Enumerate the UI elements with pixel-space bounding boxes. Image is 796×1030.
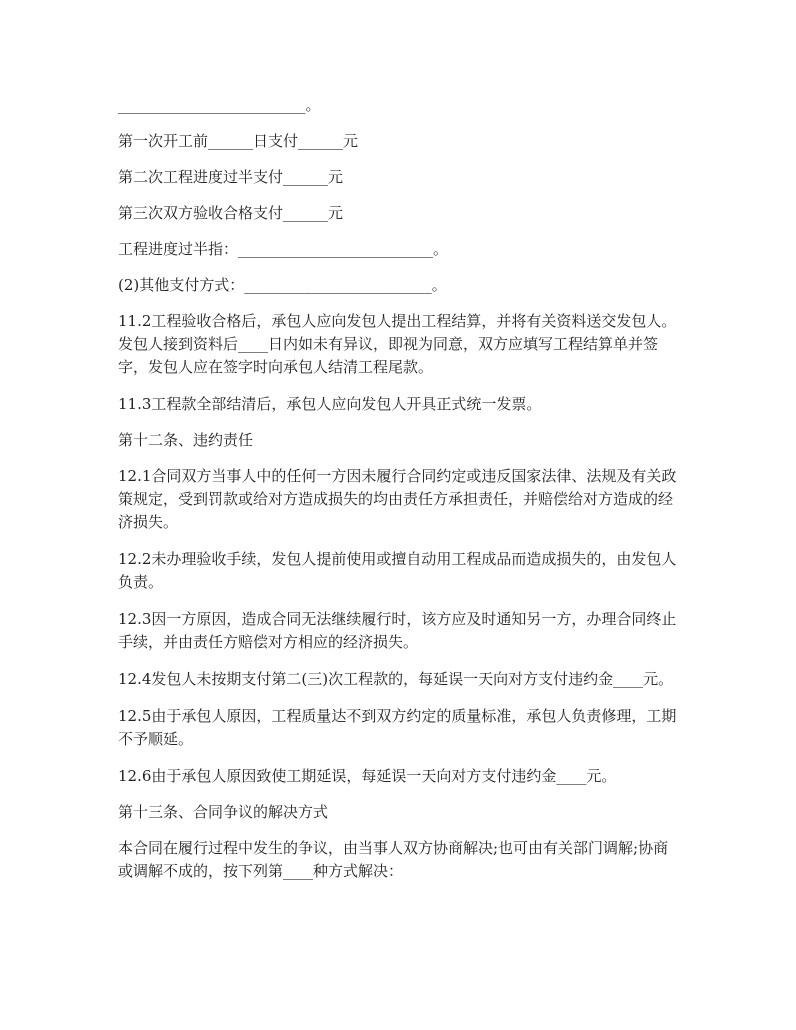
clause-12-1: 12.1合同双方当事人中的任何一方因未履行合同约定或违反国家法律、法规及有关政策规定，受到罚款或给对方造成损失的均由责任方承担责任，并赔偿给对方造成的经济损失。 xyxy=(118,467,677,531)
document-page xyxy=(118,94,678,897)
clause-12-3: 12.3因一方原因，造成合同无法继续履行时，该方应及时通知另一方，办理合同终止手续，并由责任方赔偿对方相应的经济损失。 xyxy=(118,610,677,651)
clause-12-6: 12.6由于承包人原因致使工期延误，每延误一天向对方支付违约金____元。 xyxy=(118,767,617,785)
clause-12-4: 12.4发包人未按期支付第二(三)次工程款的，每延误一天向对方支付违约金____元。 xyxy=(118,670,674,688)
clause-11-2: 11.2工程验收合格后，承包人应向发包人提出工程结算，并将有关资料送交发包人。发包人接到资料后____日内如未有异议，即视为同意，双方应填写工程结算单并签字，发包人应在签字时向承包人结清工程尾款。 xyxy=(118,312,677,376)
article-13-heading: 第十三条、合同争议的解决方式 xyxy=(118,803,329,821)
dispute-resolution-text: 本合同在履行过程中发生的争议，由当事人双方协商解决;也可由有关部门调解;协商或调解不成的，按下列第____种方式解决： xyxy=(118,839,669,880)
article-12-heading: 第十二条、违约责任 xyxy=(118,431,254,449)
clause-12-2: 12.2未办理验收手续，发包人提前使用或擅自动用工程成品而造成损失的，由发包人负责。 xyxy=(118,550,677,591)
clause-11-3: 11.3工程款全部结清后，承包人应向发包人开具正式统一发票。 xyxy=(118,395,542,413)
progress-halfway-definition: 工程进度过半指：__________________________。 xyxy=(118,240,449,258)
clause-12-5: 12.5由于承包人原因，工程质量达不到双方约定的质量标准，承包人负责修理，工期不予顺延。 xyxy=(118,707,677,748)
second-payment-line: 第二次工程进度过半支付______元 xyxy=(118,168,344,186)
other-payment-method: (2)其他支付方式：_________________________。 xyxy=(118,276,447,294)
payment-blank-line: _________________________。 xyxy=(118,96,321,114)
first-payment-line: 第一次开工前______日支付______元 xyxy=(118,132,359,150)
third-payment-line: 第三次双方验收合格支付______元 xyxy=(118,204,344,222)
